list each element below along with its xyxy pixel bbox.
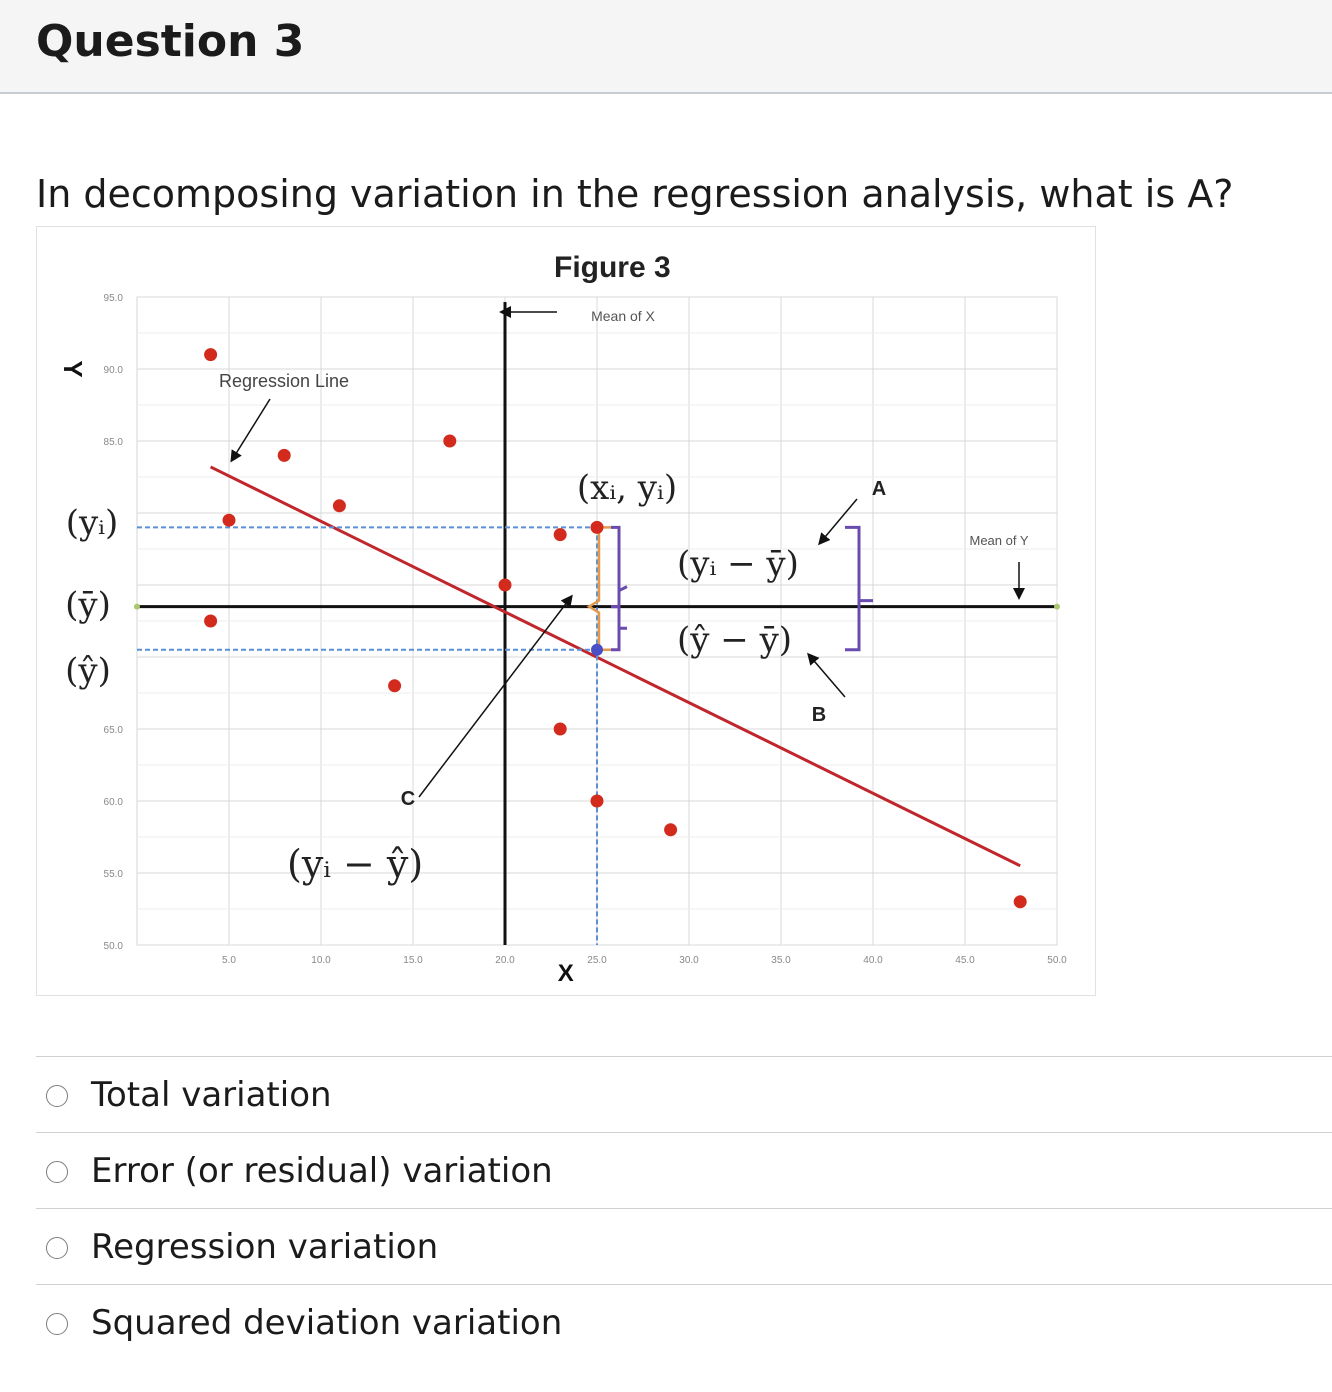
answer-label: Squared deviation variation: [91, 1303, 563, 1343]
radio-button[interactable]: [46, 1313, 68, 1335]
data-point: [223, 514, 236, 527]
yi-label: (yᵢ): [65, 503, 119, 543]
data-point: [443, 435, 456, 448]
x-tick-label: 45.0: [955, 955, 975, 966]
resid-dev-label: (yᵢ − ŷ): [287, 842, 424, 886]
answer-option-error-variation[interactable]: [36, 1132, 1332, 1208]
mean-x-label: Mean of X: [591, 308, 655, 324]
answer-list: [36, 1056, 1332, 1360]
x-tick-label: 35.0: [771, 955, 791, 966]
label-A: A: [871, 478, 887, 500]
radio-button[interactable]: [46, 1085, 68, 1107]
data-point: [204, 615, 217, 628]
answer-option-squared-deviation[interactable]: [36, 1284, 1332, 1360]
y-axis-label: Y: [58, 360, 88, 378]
x-tick-label: 20.0: [495, 955, 515, 966]
data-point: [333, 499, 346, 512]
question-title: Question 3: [36, 16, 305, 67]
data-point: [554, 528, 567, 541]
answer-label: Regression variation: [91, 1227, 439, 1267]
point-label: (xᵢ, yᵢ): [576, 468, 678, 508]
data-point: [499, 579, 512, 592]
y-tick-label: 90.0: [103, 365, 123, 376]
x-tick-label: 5.0: [222, 955, 236, 966]
data-point: [388, 679, 401, 692]
regression-figure: [37, 227, 1097, 997]
answer-label: Error (or residual) variation: [91, 1151, 553, 1191]
x-tick-label: 25.0: [587, 955, 607, 966]
y-tick-label: 50.0: [103, 941, 123, 952]
mean-y-label: Mean of Y: [969, 533, 1029, 548]
question-text: In decomposing variation in the regression analysis, what is A?: [36, 172, 1234, 216]
data-point: [1014, 895, 1027, 908]
fitted-point: [591, 644, 603, 656]
question-header: [0, 0, 1332, 94]
reg-dev-label: (ŷ − ȳ): [677, 620, 793, 660]
data-point: [664, 823, 677, 836]
ybar-label: (ȳ): [65, 585, 111, 625]
y-tick-label: 60.0: [103, 797, 123, 808]
mean-y-endpoint: [1054, 604, 1060, 610]
x-tick-label: 40.0: [863, 955, 883, 966]
label-C: C: [400, 788, 416, 810]
y-tick-label: 95.0: [103, 293, 123, 304]
y-tick-label: 55.0: [103, 869, 123, 880]
x-tick-label: 50.0: [1047, 955, 1067, 966]
data-point: [278, 449, 291, 462]
answer-option-total-variation[interactable]: [36, 1056, 1332, 1132]
radio-button[interactable]: [46, 1237, 68, 1259]
yhat-label: (ŷ): [65, 651, 111, 691]
answer-label: Total variation: [91, 1075, 332, 1115]
x-tick-label: 15.0: [403, 955, 423, 966]
mean-y-endpoint: [134, 604, 140, 610]
data-point: [554, 723, 567, 736]
data-point: [591, 521, 604, 534]
y-tick-label: 65.0: [103, 725, 123, 736]
data-point: [204, 348, 217, 361]
figure-image: [36, 226, 1096, 996]
answer-option-regression-variation[interactable]: [36, 1208, 1332, 1284]
x-tick-label: 10.0: [311, 955, 331, 966]
regression-line-label: Regression Line: [218, 371, 350, 391]
figure-title: Figure 3: [554, 251, 671, 284]
x-axis-label: X: [557, 960, 574, 987]
label-B: B: [811, 704, 827, 726]
x-tick-label: 30.0: [679, 955, 699, 966]
data-point: [591, 795, 604, 808]
total-dev-label: (yᵢ − ȳ): [677, 544, 799, 584]
radio-button[interactable]: [46, 1161, 68, 1183]
y-tick-label: 85.0: [103, 437, 123, 448]
